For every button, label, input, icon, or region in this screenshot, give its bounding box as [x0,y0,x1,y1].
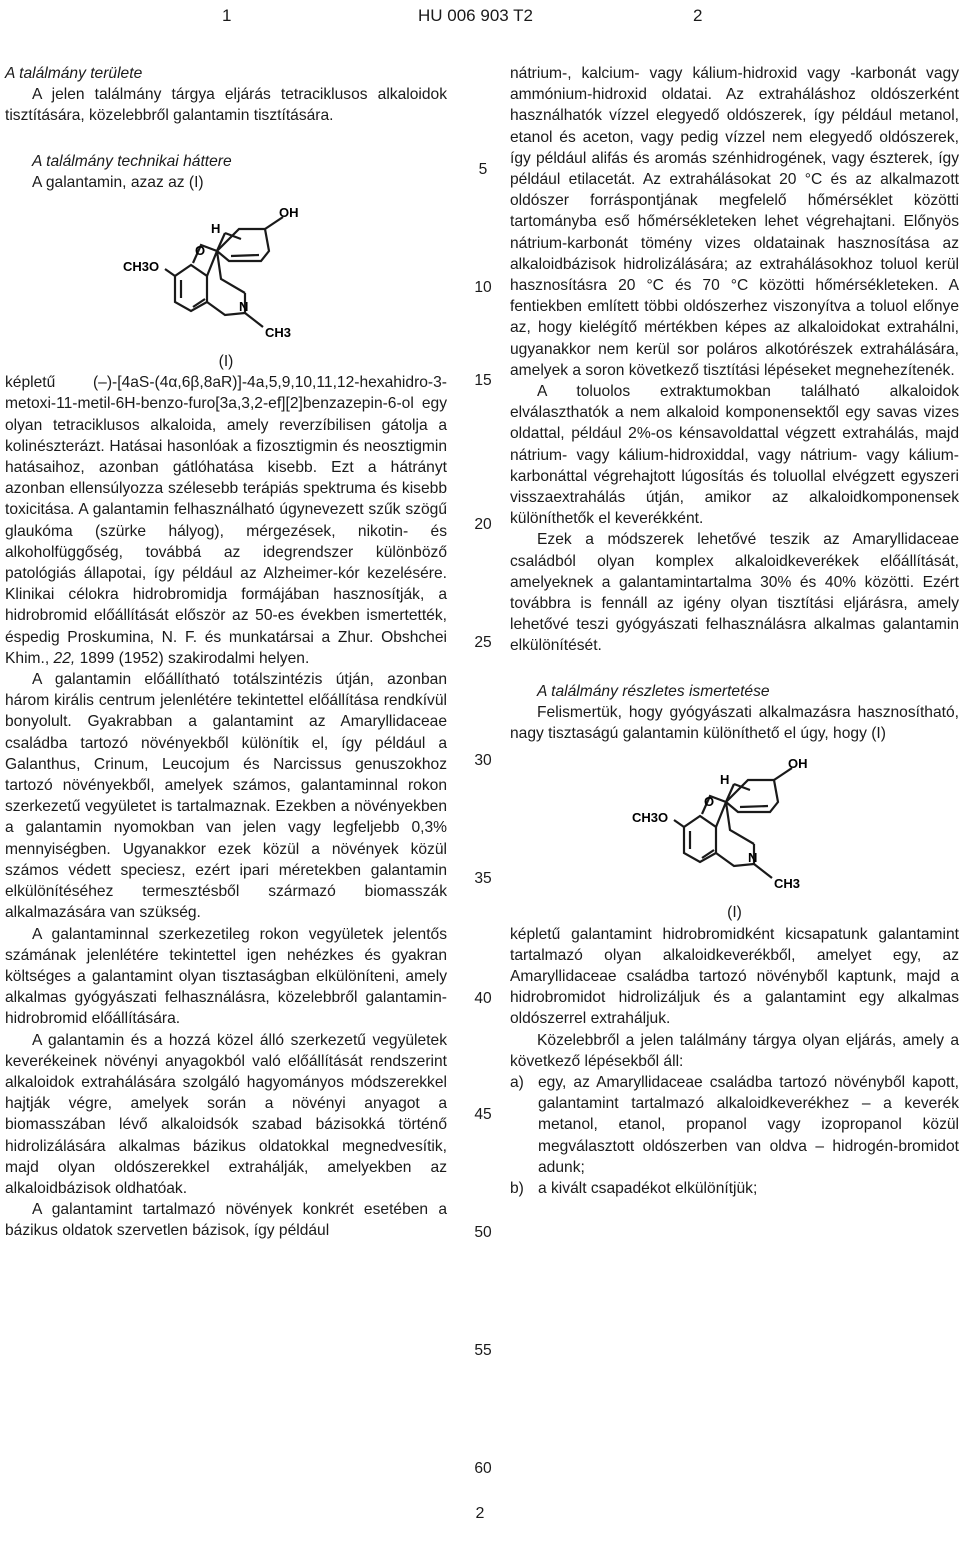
paragraph-text: képletű (–)-[4aS-(4α,6β,8aR)]-4a,5,9,10,11,12-hexahidro-3-metoxi-11-metil-6H-benzo-furo[3a,3,2-ef][2]benzazepin-6-ol egy olyan tetraciklusos alkaloida, amely reverzíbilisen gátolja a kolinészterázt. Hatásai hasonlóak a fizosztigmin és neosztigmin hatásaihoz, azonban gátlóhatása kisebb. Ezt a hátrányt azonban ellensúlyozza szélesebb terápiás spektruma és kisebb toxicitása. A galantamin felhasználható úgynevezett szűk szögű glaukóma (szürke hályog), mérgezések, nikotin- és alkoholfüggőség, továbbá az idegrendszer különböző patológiás állapotai, így például az Alzheimer-kór kezelésére. Klinikai célokra hidrobromidja formájában hasznosítják, a hidrobromid előállítását először az 50-es években ismertették, éspedig Proskumina, N. F. és munkatársai a Zhur. Obshchei Khim., [5,374,447,667]
o-label: O [703,794,714,810]
line-number: 20 [474,516,492,533]
paragraph: A galantamin előállítható totálszintézis útján, azonban három királis centrum jelenlétére tekintettel előállítása rendkívül bonyolult. Gyakrabban a galantamint az Amaryllidaceae családba tartozó növényekből különítik el, így például a Galanthus, Crinum, Leucojum és Narcissus genuszokhoz tartozó növényekből, amelyek számos, galantaminnal rokon szerkezetű vegyületet is tartalmaznak. Ezekben a növényekben a galantamin nyomokban van jelen vagy legfeljebb 0,3% mennyiségben. Ugyanakkor ezek közül a növények közül számos védett speciesz, ezért ipari méretekben galantamin elkülönítéséhez termesztésből származó biomasszák alkalmazására van szükség. [5,671,447,922]
n-label: N [747,850,757,866]
ch3-label: CH3 [265,325,292,341]
right-page-number: 2 [693,6,703,25]
o-label: O [195,243,206,259]
list-item [510,1178,959,1199]
line-number: 15 [474,372,492,389]
line-number: 50 [474,1224,492,1241]
galantamine-structure-2 [630,750,840,902]
line-number: 25 [474,634,492,651]
list-marker: a) [510,1073,524,1091]
n-label: N [239,299,249,315]
paragraph [5,372,447,669]
line-number: 45 [474,1106,492,1123]
paragraph: A jelen találmány tárgya eljárás tetraciklusos alkaloidok tisztítására, közelebbről galantamin tisztítására. [5,86,447,125]
section-title-field: A találmány területe [5,65,143,82]
h-label: H [719,772,729,788]
section-title-background: A találmány technikai háttere [32,152,232,170]
oh-label: OH [787,756,807,772]
formula-label: (I) [727,904,742,922]
line-number: 35 [474,870,492,887]
ch3o-label: CH3O [123,259,160,275]
left-column [5,63,447,1242]
paragraph: nátrium-, kalcium- vagy kálium-hidroxid vagy -karbonát vagy ammónium-hidroxid oldatai. Az extraháláshoz oldószerként használhatók vízzel elegyedő oldószerek, így például metanol, etanol és aceton, vagy pedig vízzel nem elegyedő oldószerek, így például alifás és aromás szénhidrogének, vagy észterek, így például etilacetát. Az extrahálásokat 20 °C és az alkalmazott oldószer forráspontjának megfelelő hőmérséklet közötti tartományba eső hőmérsékleteken lehet végrehajtani. Előnyös nátrium-karbonát tömény vizes oldatainak hasznosítása az alkaloidbázisok hidrolizálására; az extrahálásokhoz toluol kerül hasznosításra 20 °C és 70 °C közötti hőmérsékleteken. A fentiekben említett többi oldószerhez viszonyítva a toluol előnye az, hogy kielégítő mértékben képes az alkaloidokat extrahálni, ugyanakkor nem kerül sor poláros alkotórészek extrahálására, amelyek a soron következő tisztítási lépéseket megnehezítenék. [510,65,959,379]
paragraph-text: 1899 (1952) szakirodalmi helyen. [79,649,310,667]
line-number: 30 [474,752,492,769]
list-marker: b) [510,1179,524,1197]
paragraph: A galantamin és a hozzá közel álló szerkezetű vegyületek keverékeinek növényi anyagokból való előállítását rendszerint alkaloidok extrahálására szolgáló hagyományos módszerekkel hajtják végre, amelyek során a növényi anyagot a biomasszában lévő alkaloidsók szabad bázisokká történő hidrolizálására alkalmas bázikus oldatokkal megnedvesítik, majd olyan oldószerekkel extrahálják, amelyekben az alkaloidbázisok oldhatóak. [5,1031,447,1197]
line-number: 5 [478,161,488,178]
ch3o-label: CH3O [631,810,668,826]
h-label: H [211,221,221,237]
paragraph-lead: A galantamin, azaz az (I) [32,173,204,191]
section-title-details: A találmány részletes ismertetése [537,682,770,700]
paragraph: Közelebbről a jelen találmány tárgya olyan eljárás, amely a következő lépésekből áll: [510,1031,959,1070]
footer-page-number: 2 [475,1505,485,1522]
paragraph: A galantamint tartalmazó növények konkrét esetében a bázikus oldatok szervetlen bázisok, így például [5,1201,447,1240]
patent-number: HU 006 903 T2 [418,6,533,25]
line-number: 60 [474,1460,492,1477]
formula-label: (I) [218,353,234,371]
ch3-label: CH3 [773,876,800,892]
galantamine-structure-1 [121,199,331,351]
list-text: egy, az Amaryllidaceae családba tartozó növényből kapott, galantamint tartalmazó alkaloidkeverékhez – a keverék metanol, etanol, propanol vagy izopropanol közül megválasztott oldószerben van oldva – hidrogén-bromidot adunk; [538,1073,959,1176]
list-text: a kivált csapadékot elkülönítjük; [538,1179,758,1197]
list-item [510,1072,959,1178]
right-column [510,63,959,1199]
left-page-number: 1 [222,6,232,25]
paragraph: A toluolos extraktumokban található alkaloidok elválaszthatók a nem alkaloid komponensektől egy savas vizes oldattal, például 2%-os kénsavoldattal végzett extrahálás, majd nátrium- vagy kálium-hidroxiddal, vagy nátrium- vagy kálium-karbonáttal végrehajtott lúgosítás és toluollal elvégzett egyszeri visszaextrahálás útján, amikor az alkaloidkomponensek különíthetők el keverékként. [510,383,959,528]
oh-label: OH [279,205,299,221]
paragraph: Ezek a módszerek lehetővé teszik az Amaryllidaceae családból olyan komplex alkaloidkeverékek előállítását, amelyeknek a galantamintartalma 30% és 40% közötti. Ezért továbbra is fennáll az igény olyan tisztítási eljárásra, amely lehetővé teszi gyógyászati felhasználásra alkalmas galantamin elkülönítését. [510,531,959,655]
line-number: 10 [474,279,492,296]
line-number: 55 [474,1342,492,1359]
paragraph: képletű galantamint hidrobromidként kicsapatunk galantamint tartalmazó olyan alkaloidkeverékből, amelyet egy, az Amaryllidaceae családba tartozó növényből kaptunk, majd a hidrobromidot hidrolizáljuk és a galantamint egy alkalmas oldószerrel extraháljuk. [510,925,959,1028]
volume-number: 22, [53,649,76,667]
paragraph: Felismertük, hogy gyógyászati alkalmazásra hasznosítható, nagy tisztaságú galantamin különíthető el úgy, hogy (I) [510,703,959,743]
line-number: 40 [474,990,492,1007]
paragraph: A galantaminnal szerkezetileg rokon vegyületek jelentős számának jelenlétére tekintettel igen nehézkes és gyakran költséges a galantamint olyan tisztaságban elkülöníteni, amely alkalmas gyógyászati felhasználásra, közelebbről galantamin-hidrobromid előállítására. [5,925,447,1028]
